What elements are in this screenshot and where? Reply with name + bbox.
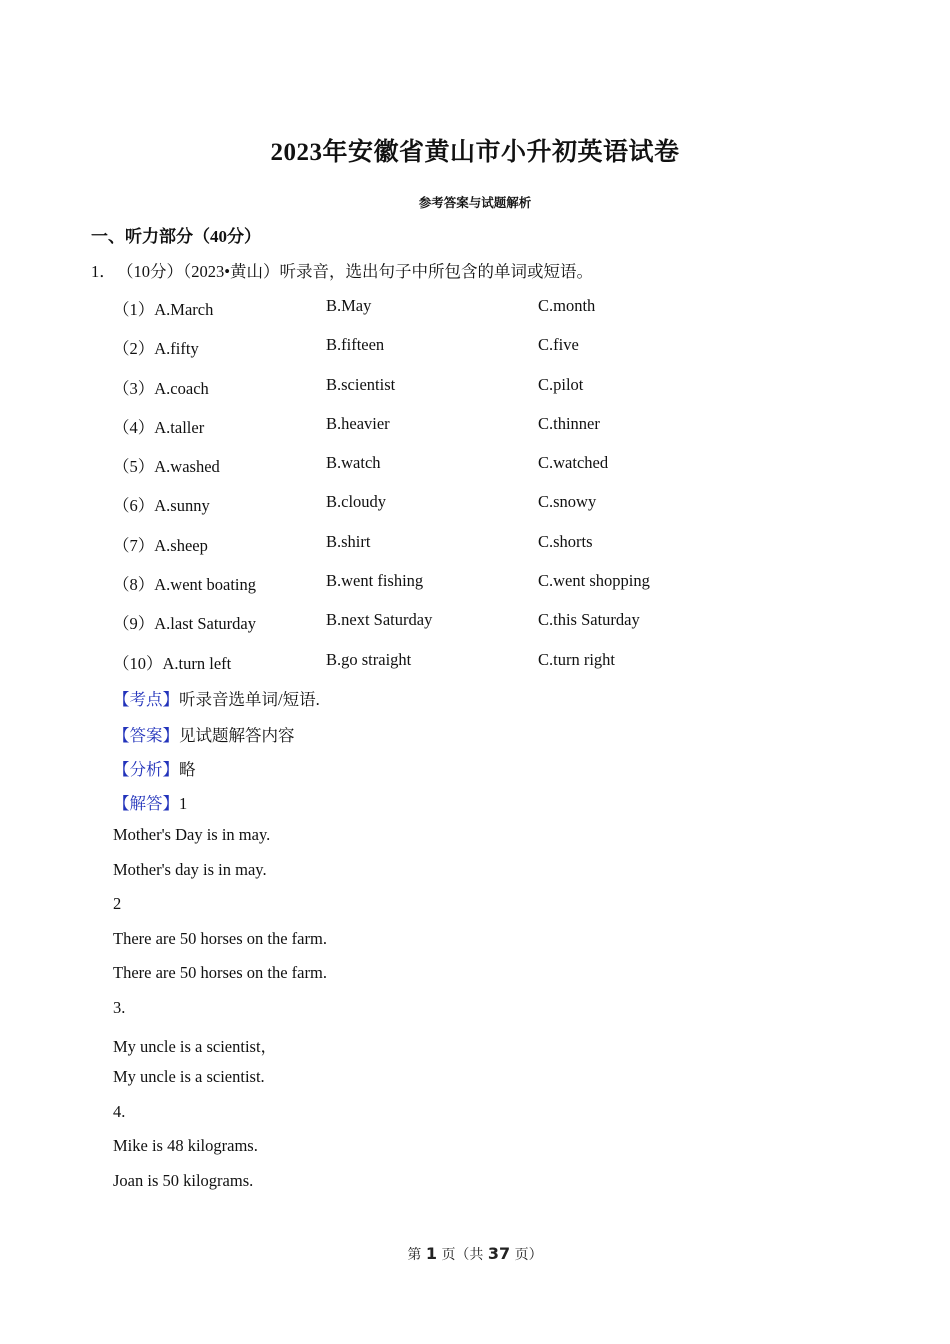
answer-line: 4. — [113, 1102, 126, 1121]
option-c: C.went shopping — [538, 571, 650, 590]
option-a: （8）A.went boating — [113, 575, 256, 594]
answer-line: Joan is 50 kilograms. — [113, 1171, 254, 1190]
option-a: （4）A.taller — [113, 418, 205, 437]
question-text: （10分）（2023•黄山）听录音，选出句子中所包含的单词或短语。 — [117, 262, 594, 281]
document-title: 2023年安徽省黄山市小升初英语试卷 — [270, 139, 680, 166]
answer-line: Mike is 48 kilograms. — [113, 1136, 258, 1155]
kaodian-line — [113, 686, 320, 710]
option-a: （3）A.coach — [113, 379, 209, 398]
daan-line — [113, 722, 295, 746]
option-a: （10）A.turn left — [113, 654, 232, 673]
option-c: C.pilot — [538, 375, 584, 394]
option-b: B.next Saturday — [326, 610, 433, 629]
option-b: B.fifteen — [326, 335, 385, 354]
footer-suffix: 页） — [514, 1247, 543, 1263]
option-c: C.five — [538, 335, 579, 354]
option-b: B.watch — [326, 453, 381, 472]
kaodian-text: 听录音选单词/短语. — [179, 690, 320, 709]
jieda-tag: 【解答】 — [113, 794, 179, 813]
option-c: C.this Saturday — [538, 610, 640, 629]
answer-line: Mother's Day is in may. — [113, 825, 271, 844]
option-a: （7）A.sheep — [113, 536, 208, 555]
page-footer — [0, 1244, 950, 1264]
jieda-line — [113, 790, 187, 814]
answer-line: There are 50 horses on the farm. — [113, 929, 327, 948]
document-subtitle: 参考答案与试题解析 — [418, 196, 532, 210]
answer-line: 3. — [113, 998, 126, 1017]
daan-text: 见试题解答内容 — [179, 726, 295, 745]
jieda-text: 1 — [179, 794, 188, 813]
option-c: C.month — [538, 296, 596, 315]
option-c: C.watched — [538, 453, 609, 472]
option-b: B.go straight — [326, 650, 412, 669]
option-b: B.heavier — [326, 414, 390, 433]
answer-line: My uncle is a scientist. — [113, 1067, 265, 1086]
kaodian-tag: 【考点】 — [113, 690, 179, 709]
option-b: B.May — [326, 296, 372, 315]
question-stem — [91, 258, 593, 282]
section-heading: 一、听力部分（40分） — [91, 227, 261, 246]
footer-total-pages: 37 — [487, 1244, 511, 1263]
option-c: C.turn right — [538, 650, 615, 669]
option-a: （2）A.fifty — [113, 339, 199, 358]
option-a: （6）A.sunny — [113, 496, 210, 515]
fenxi-tag: 【分析】 — [113, 760, 179, 779]
question-number: 1． — [91, 262, 116, 281]
option-a: （1）A.March — [113, 300, 214, 319]
fenxi-line — [113, 756, 196, 780]
daan-tag: 【答案】 — [113, 726, 179, 745]
option-b: B.scientist — [326, 375, 396, 394]
option-c: C.snowy — [538, 492, 597, 511]
answer-line: Mother's day is in may. — [113, 860, 267, 879]
footer-page-number: 1 — [425, 1244, 437, 1263]
answer-line: 2 — [113, 894, 122, 913]
option-b: B.went fishing — [326, 571, 424, 590]
answer-line: My uncle is a scientist， — [113, 1037, 278, 1056]
footer-prefix: 第 — [407, 1247, 422, 1263]
option-c: C.shorts — [538, 532, 593, 551]
option-c: C.thinner — [538, 414, 600, 433]
footer-middle: 页（共 — [441, 1247, 484, 1263]
answer-line: There are 50 horses on the farm. — [113, 963, 327, 982]
option-a: （5）A.washed — [113, 457, 220, 476]
fenxi-text: 略 — [179, 760, 196, 779]
option-a: （9）A.last Saturday — [113, 614, 256, 633]
option-b: B.shirt — [326, 532, 371, 551]
option-b: B.cloudy — [326, 492, 387, 511]
